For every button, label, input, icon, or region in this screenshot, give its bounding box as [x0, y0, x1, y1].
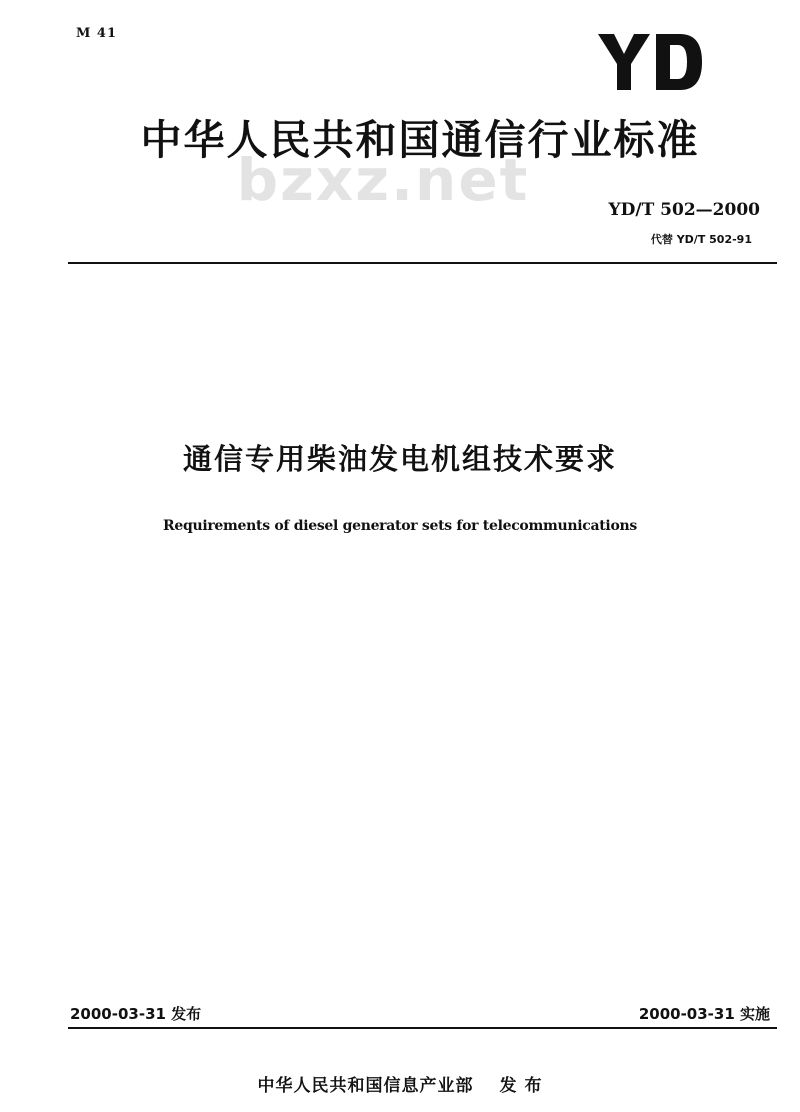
footer-divider	[68, 1027, 777, 1029]
document-title-chinese: 通信专用柴油发电机组技术要求	[182, 442, 617, 476]
replaces-standard: 代替 YD/T 502-91	[650, 233, 752, 246]
classification-code: M 41	[76, 26, 118, 41]
header-divider	[68, 262, 777, 264]
effective-date: 2000-03-31 实施	[638, 1005, 770, 1023]
document-title-english: Requirements of diesel generator sets for telecommunications	[163, 518, 637, 534]
standard-number: YD/T 502—2000	[608, 200, 760, 220]
watermark: bzxz.net	[236, 146, 530, 214]
issuer	[0, 1071, 800, 1096]
issuer-action: 发 布	[499, 1076, 543, 1096]
issue-date: 2000-03-31 发布	[70, 1005, 202, 1023]
issuer-organization: 中华人民共和国信息产业部	[257, 1076, 474, 1096]
yd-logo	[598, 34, 702, 90]
standard-category-title: 中华人民共和国通信行业标准	[140, 116, 700, 164]
